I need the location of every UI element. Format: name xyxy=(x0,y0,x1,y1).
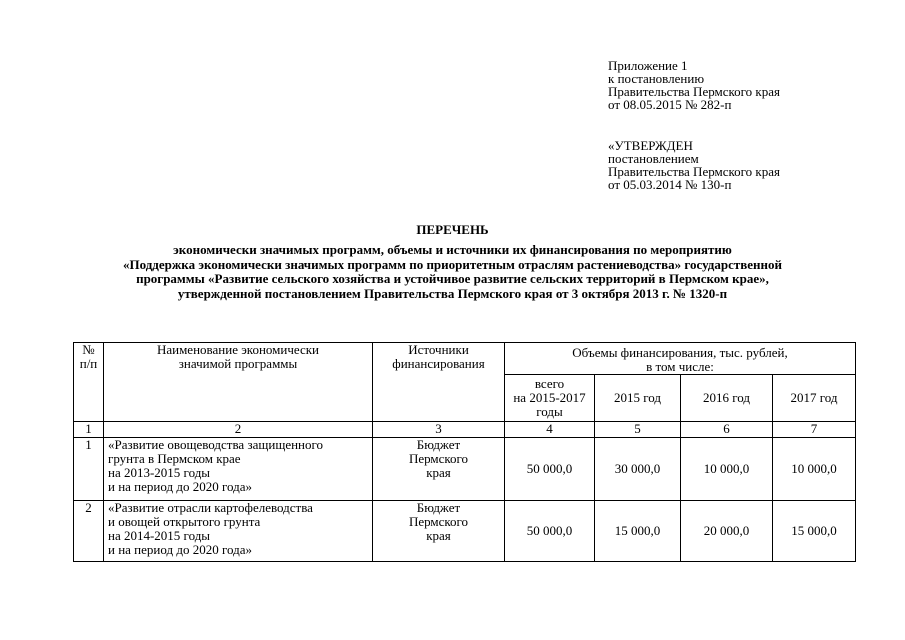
header-total: всего на 2015-2017 годы xyxy=(505,375,595,422)
appendix-line: Правительства Пермского края xyxy=(608,84,780,99)
table-row xyxy=(74,438,856,501)
programs-table xyxy=(73,342,856,562)
row-total: 50 000,0 xyxy=(505,501,595,562)
row-2016: 20 000,0 xyxy=(681,501,773,562)
approved-line: постановлением xyxy=(608,151,699,166)
index-cell: 1 xyxy=(74,422,104,438)
header-2015: 2015 год xyxy=(595,375,681,422)
header-2016: 2016 год xyxy=(681,375,773,422)
appendix-block xyxy=(608,59,780,111)
index-row xyxy=(74,422,856,438)
header-num: № п/п xyxy=(74,343,104,422)
row-funding-source: Бюджет Пермского края xyxy=(373,438,505,501)
index-cell: 3 xyxy=(373,422,505,438)
index-cell: 5 xyxy=(595,422,681,438)
subtitle-line: экономически значимых программ, объемы и источники их финансирования по мероприятию xyxy=(173,242,732,257)
header-2017: 2017 год xyxy=(773,375,856,422)
index-cell: 6 xyxy=(681,422,773,438)
appendix-line: от 08.05.2015 № 282-п xyxy=(608,97,732,112)
index-cell: 4 xyxy=(505,422,595,438)
row-2017: 10 000,0 xyxy=(773,438,856,501)
document-subtitle xyxy=(0,243,905,301)
row-program-name: «Развитие отрасли картофелеводства и овощей открытого грунта на 2014-2015 годы и на период до 2020 года» xyxy=(104,501,373,562)
subtitle-line: «Поддержка экономически значимых программ по приоритетным отраслям растениеводства» государственной xyxy=(122,256,783,272)
header-program-name: Наименование экономически значимой программы xyxy=(104,343,373,422)
appendix-line: Приложение 1 xyxy=(608,58,688,73)
approved-block xyxy=(608,139,780,191)
index-cell: 2 xyxy=(104,422,373,438)
row-num: 2 xyxy=(74,501,104,562)
approved-line: «УТВЕРЖДЕН xyxy=(608,138,693,153)
row-num: 1 xyxy=(74,438,104,501)
subtitle-line: утвержденной постановлением Правительства Пермского края от 3 октября 2013 г. № 1320-п xyxy=(177,285,728,301)
approved-line: от 05.03.2014 № 130-п xyxy=(608,177,732,192)
table-row xyxy=(74,501,856,562)
row-total: 50 000,0 xyxy=(505,438,595,501)
document-title: ПЕРЕЧЕНЬ xyxy=(416,222,489,237)
row-2015: 30 000,0 xyxy=(595,438,681,501)
row-funding-source: Бюджет Пермского края xyxy=(373,501,505,562)
row-2017: 15 000,0 xyxy=(773,501,856,562)
row-2016: 10 000,0 xyxy=(681,438,773,501)
approved-line: Правительства Пермского края xyxy=(608,164,780,179)
appendix-line: к постановлению xyxy=(608,71,705,86)
header-funding-volumes: Объемы финансирования, тыс. рублей, в том числе: xyxy=(505,343,856,375)
header-row xyxy=(74,343,856,375)
subtitle-line: программы «Развитие сельского хозяйства и устойчивое развитие сельских территорий в Пермском крае», xyxy=(136,271,769,286)
row-2015: 15 000,0 xyxy=(595,501,681,562)
index-cell: 7 xyxy=(773,422,856,438)
row-program-name: «Развитие овощеводства защищенного грунта в Пермском крае на 2013-2015 годы и на период до 2020 года» xyxy=(104,438,373,501)
header-funding-source: Источники финансирования xyxy=(373,343,505,422)
